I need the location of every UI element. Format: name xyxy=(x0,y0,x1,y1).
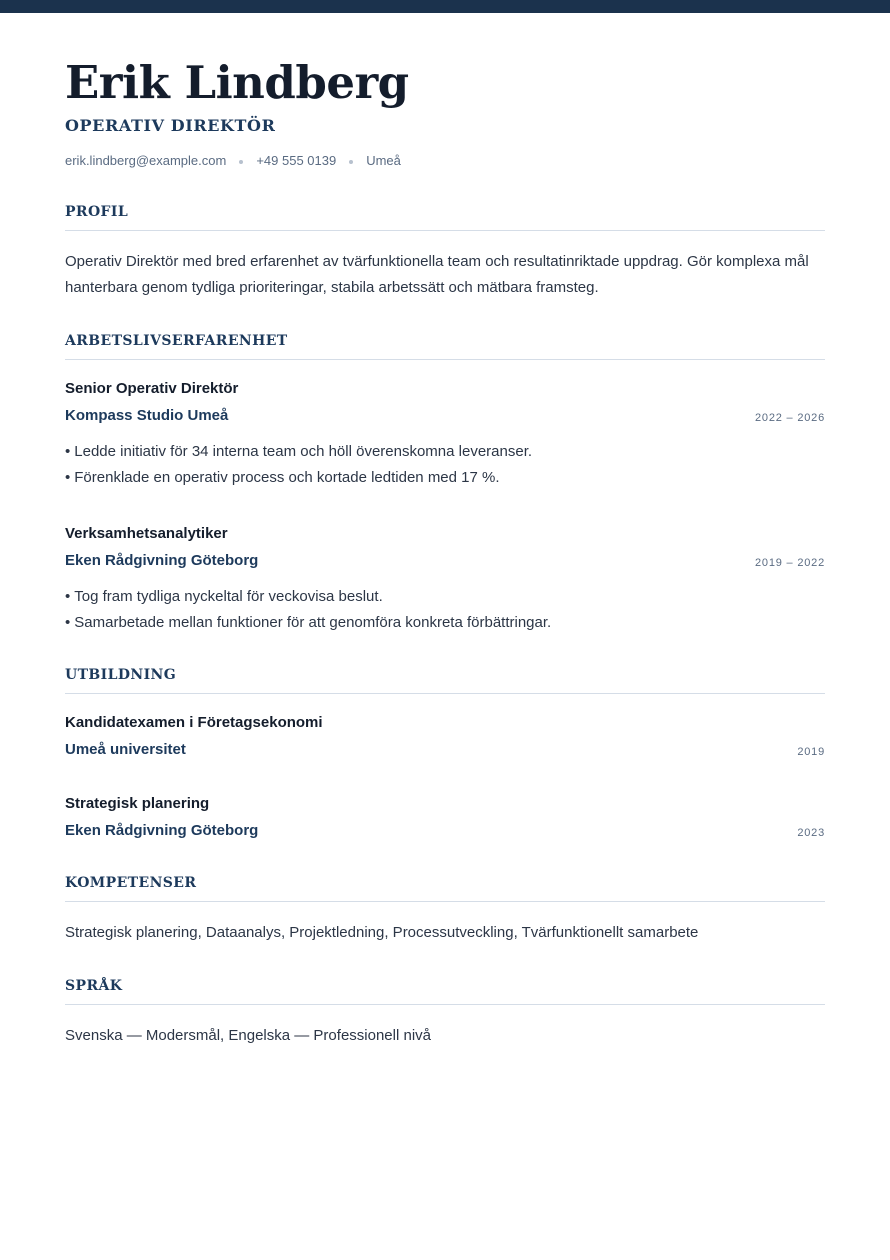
candidate-name: Erik Lindberg xyxy=(65,56,409,109)
section-heading-profile: PROFIL xyxy=(65,202,825,231)
contact-line xyxy=(65,152,401,170)
job-bullet: • Tog fram tydliga nyckeltal för veckovisa beslut. xyxy=(65,584,825,610)
job-bullet: • Samarbetade mellan funktioner för att genomföra konkreta förbättringar. xyxy=(65,610,825,636)
education-school: Umeå universitet xyxy=(65,741,186,758)
job-title: Verksamhetsanalytiker xyxy=(65,525,228,542)
job-bullet: • Förenklade en operativ process och kortade ledtiden med 17 %. xyxy=(65,465,825,491)
job-bullets xyxy=(65,439,825,491)
education-year: 2023 xyxy=(797,827,825,839)
education-degree: Kandidatexamen i Företagsekonomi xyxy=(65,714,323,731)
languages-text: Svenska — Modersmål, Engelska — Professionell nivå xyxy=(65,1027,431,1044)
contact-phone[interactable]: +49 555 0139 xyxy=(256,153,337,168)
job-dates: 2022 – 2026 xyxy=(755,412,825,424)
education-degree: Strategisk planering xyxy=(65,795,210,812)
separator-dot-icon xyxy=(239,160,243,164)
job-company: Eken Rådgivning Göteborg xyxy=(65,552,259,569)
contact-email[interactable]: erik.lindberg@example.com xyxy=(65,153,227,168)
section-heading-experience: ARBETSLIVSERFARENHET xyxy=(65,331,825,360)
job-bullet: • Ledde initiativ för 34 interna team och höll överenskomna leveranser. xyxy=(65,439,825,465)
job-company: Kompass Studio Umeå xyxy=(65,407,229,424)
skills-text: Strategisk planering, Dataanalys, Projektledning, Processutveckling, Tvärfunktionellt samarbete xyxy=(65,924,699,941)
job-dates: 2019 – 2022 xyxy=(755,557,825,569)
contact-location: Umeå xyxy=(366,153,401,168)
section-heading-education: UTBILDNING xyxy=(65,665,825,694)
section-heading-skills: KOMPETENSER xyxy=(65,873,825,902)
education-school: Eken Rådgivning Göteborg xyxy=(65,822,259,839)
job-bullets xyxy=(65,584,825,636)
section-heading-languages: SPRÅK xyxy=(65,976,825,1005)
education-year: 2019 xyxy=(797,746,825,758)
profile-text: Operativ Direktör med bred erfarenhet av tvärfunktionella team och resultatinriktade uppdrag. Gör komplexa mål hanterbara genom tydliga prioriteringar, stabila arbetssätt och mätbara framsteg. xyxy=(65,253,809,296)
candidate-title: OPERATIV DIREKTÖR xyxy=(65,116,276,135)
separator-dot-icon xyxy=(349,160,353,164)
top-accent-bar xyxy=(0,0,890,13)
job-title: Senior Operativ Direktör xyxy=(65,380,239,397)
